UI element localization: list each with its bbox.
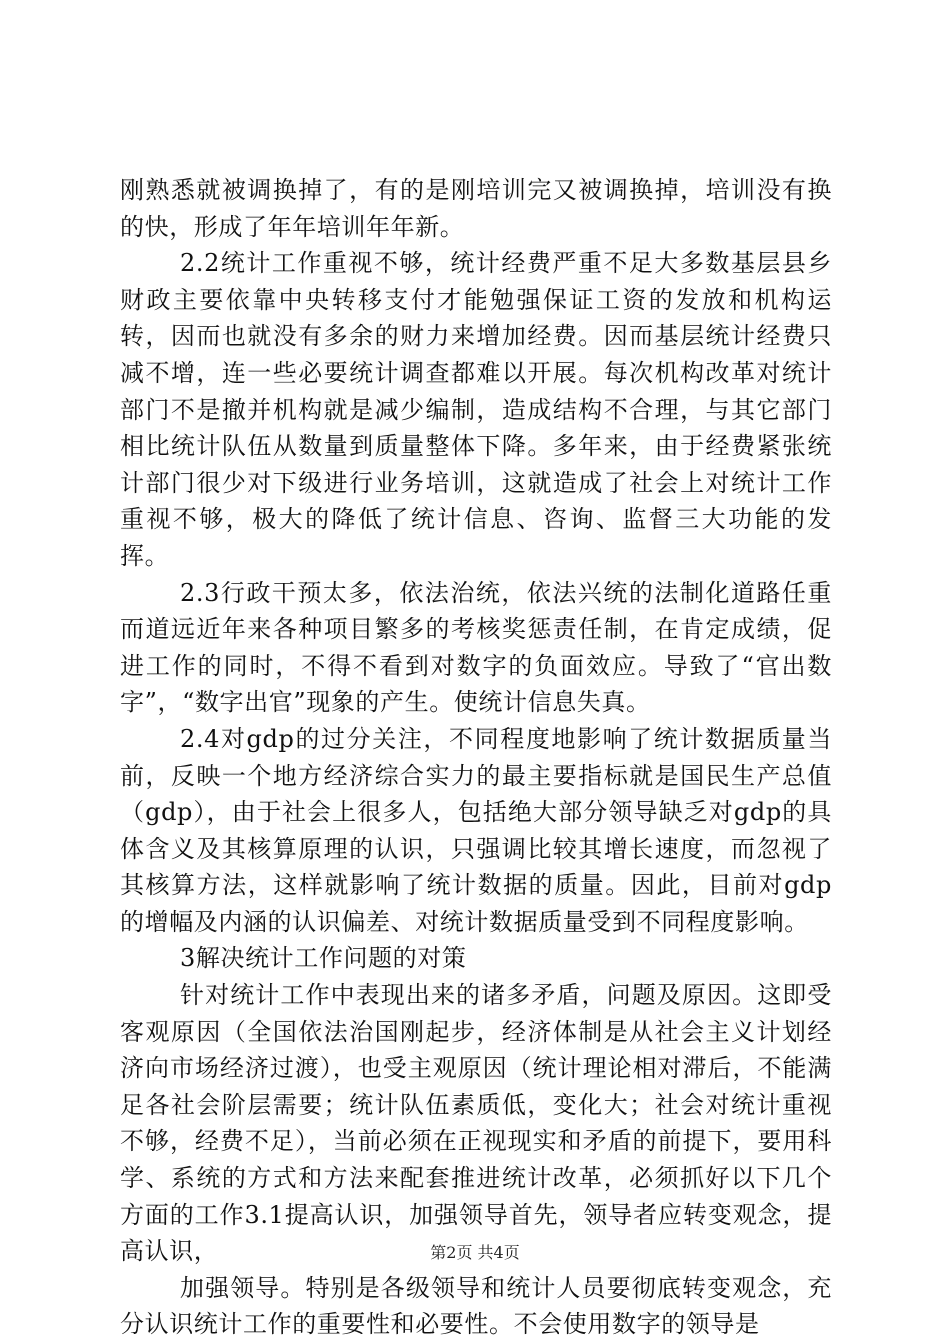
section-heading-3: 3解决统计工作问题的对策 <box>180 944 467 973</box>
paragraph-countermeasures: 针对统计工作中表现出来的诸多矛盾，问题及原因。这即受客观原因（全国依法治国刚起步，经济体制是从社会主义计划经济向市场经济过渡），也受主观原因（统计理论相对滞后，不能满足各社会阶层需要；统计队伍素质低，变化大；社会对统计重视不够，经费不足），当前必须在正视现实和矛盾的前提下，要用科学、系统的方式和方法来配套推进统计改革，必须抓好以下几个方面的工作3.1提高认识，加强领导首先，领导者应转变观念，提高认识， <box>120 981 832 1266</box>
paragraph-2-4: 2.4对gdp的过分关注，不同程度地影响了统计数据质量当前，反映一个地方经济综合实力的最主要指标就是国民生产总值（gdp），由于社会上很多人，包括绝大部分领导缺乏对gdp的具体含义及其核算原理的认识，只强调比较其增长速度，而忽视了其核算方法，这样就影响了统计数据的质量。因此，目前对gdp的增幅及内涵的认识偏差、对统计数据质量受到不同程度影响。 <box>120 724 832 936</box>
paragraph-continuation: 刚熟悉就被调换掉了，有的是刚培训完又被调换掉，培训没有换的快，形成了年年培训年年新。 <box>120 176 832 241</box>
page-number-footer: 第2页 共4页 <box>430 1243 520 1262</box>
paragraph-2-2: 2.2统计工作重视不够，统计经费严重不足大多数基层县乡财政主要依靠中央转移支付才能勉强保证工资的发放和机构运转，因而也就没有多余的财力来增加经费。因而基层统计经费只减不增，连一些必要统计调查都难以开展。每次机构改革对统计部门不是撤并机构就是减少编制，造成结构不合理，与其它部门相比统计队伍从数量到质量整体下降。多年来，由于经费紧张统计部门很少对下级进行业务培训，这就造成了社会上对统计工作重视不够，极大的降低了统计信息、咨询、监督三大功能的发挥。 <box>120 249 832 570</box>
document-body <box>120 172 832 1343</box>
paragraph-leadership: 加强领导。特别是各级领导和统计人员要彻底转变观念，充分认识统计工作的重要性和必要性。不会使用数字的领导是 <box>120 1273 832 1339</box>
paragraph-2-3: 2.3行政干预太多，依法治统，依法兴统的法制化道路任重而道远近年来各种项目繁多的考核奖惩责任制，在肯定成绩，促进工作的同时，不得不看到对数字的负面效应。导致了“官出数字”，“数字出官”现象的产生。使统计信息失真。 <box>120 578 832 717</box>
